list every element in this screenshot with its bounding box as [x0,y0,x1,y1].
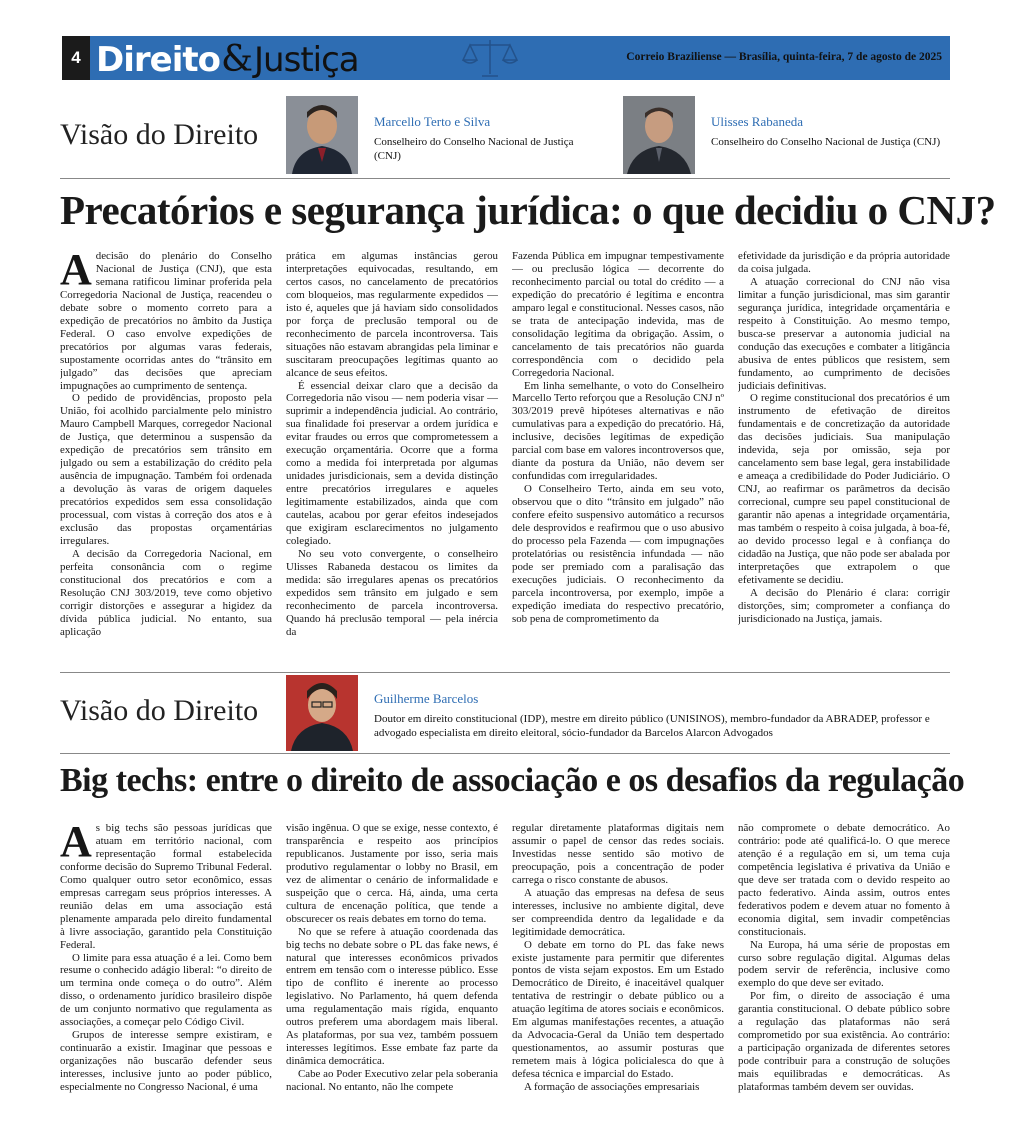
paragraph: A decisão da Corregedoria Nacional, em perfeita consonância com o regime constitucional dos precatórios e com a Resolução CNJ 303/2019, teve como objetivo corrigir distorções e assegurar a higidez da dívida pública judicial. No entanto, sua aplicação [60,547,272,638]
section-label: Visão do Direito [60,118,259,151]
author-photo [286,96,358,174]
author-role: Conselheiro do Conselho Nacional de Justiça (CNJ) [711,136,941,148]
paragraph: Grupos de interesse sempre existiram, e continuarão a existir. Imaginar que pessoas e organizações não buscarão defender seus interesses, inclusive junto ao poder público, especialmente no Congresso Nacional, é uma [60,1029,272,1094]
paragraph: No seu voto convergente, o conselheiro Ulisses Rabaneda destacou os limites da medida: são irregulares apenas os precatórios expedidos sem trânsito em julgado e sem reconhecimento de parcela incontroversa. Quando há preclusão temporal — pela inércia da [286,547,498,638]
paragraph: prática em algumas instâncias gerou interpretações equivocadas, resultando, em certos casos, no cancelamento de precatórios com bloqueios, mas regularmente expedidos — isto é, aqueles que já haviam sido consolidados por força de preclusão temporal ou de reconhecimento de parcela incontroversa. Tais situações não estavam abrangidas pela liminar e suscitaram preocupações legítimas quanto ao alcance de seus efeitos. [286,250,498,379]
headline: Precatórios e segurança jurídica: o que decidiu o CNJ? [60,187,996,233]
author-photo [623,96,695,174]
dropcap: A [60,822,92,866]
paragraph: efetividade da jurisdição e da própria autoridade da coisa julgada. [738,250,950,275]
paragraph: O limite para essa atuação é a lei. Como bem resume o conhecido adágio liberal: “o direito de um termina onde começa o do outro”. Além disso, o ordenamento jurídico brasileiro dispõe de um conjunto normativo que regulamenta as associações, a começar pelo Código Civil. [60,951,272,1029]
paragraph: regular diretamente plataformas digitais nem assumir o papel de censor das redes sociais. Investidas nesse sentido são motivo de preocupação, pois a concentração de poder carrega o risco constante de abusos. [512,822,724,886]
paragraph: O Conselheiro Terto, ainda em seu voto, observou que o dito “trânsito em julgado” não confere efeito suspensivo automático a recursos dele desprovidos e reafirmou que o uso abusivo do processo pela Fazenda — com impugnações protelatórias ou resistência infundada — não pode ser premiado com a paralisação das execuções judiciais. O reconhecimento da parcela incontroversa, por exemplo, impõe a expedição imediata do respectivo precatório, sob pena de comprometimento da [512,483,724,625]
text-column [286,822,498,1146]
paragraph: A formação de associações empresariais [524,1081,700,1094]
author-role: Doutor em direito constitucional (IDP), mestre em direito público (UNISINOS), membro-fundador da ABRADEP, professor e advogado especialista em direito eleitoral, sócio-fundador da Barcelos Alarcon Advogados [374,713,930,739]
divider [60,753,950,754]
author-portrait-icon [286,675,358,751]
paragraph: A atuação das empresas na defesa de seus interesses, inclusive no ambiente digital, deve ser compreendida dentro da legalidade e da legitimidade democrática. [512,886,724,938]
text-column [286,250,498,662]
paragraph: A decisão do Plenário é clara: corrigir distorções, sim; comprometer a confiança do jurisdicionado na Justiça, jamais. [738,586,950,625]
text-column [512,822,724,1146]
scales-of-justice-icon [458,36,522,80]
paragraph: Na Europa, há uma série de propostas em curso sobre regulação digital. Algumas delas podem servir de referência, inclusive como exemplo do que deve ser evitado. [738,938,950,990]
paragraph: Em linha semelhante, o voto do Conselheiro Marcello Terto reforçou que a Resolução CNJ nº 303/2019 prevê hipóteses alternativas e não cumulativas para a expedição do precatório. Há, inclusive, decisões legítimas de expedição parcial com base em valores incontroversos que, diante da postura da União, não devem ser confundidas com irregularidades. [512,379,724,483]
author-card-1 [286,96,594,174]
author-card-2 [623,96,941,174]
divider [60,178,950,179]
logo-word-direito: Direito [96,40,220,80]
paragraph: Adecisão do plenário do Conselho Nacional de Justiça (CNJ), que esta semana ratificou liminar proferida pela Corregedoria Nacional de Justiça, reacendeu o debate sobre o momento correto para a expedição de precatórios no âmbito da Justiça Federal. O caso envolve expedições de precatórios por algumas varas federais, supostamente ocorridas antes do “trânsito em julgado” das decisões que apreciam impugnações ao cumprimento de sentença. [60,250,272,392]
author-portrait-icon [286,96,358,174]
author-card-3 [286,675,934,751]
text-column [512,250,724,662]
paragraph: O pedido de providências, proposto pela União, foi acolhido parcialmente pelo ministro Mauro Campbell Marques, corregedor Nacional de Justiça, que determinou a suspensão da expedição de precatórios sem trânsito em julgado ou sem a estabilização do crédito pela ausência de impugnação. Também foi ordenada a devolução às varas de origem daqueles precatórios expedidos sem essa consolidação processual, com vistas à correção dos atos e à exclusão das propostas orçamentárias irregulares. [60,392,272,547]
paragraph: Fazenda Pública em impugnar tempestivamente — ou preclusão lógica — decorrente do reconhecimento parcial ou total do crédito — a expedição do precatório é legítima e encontra amparo legal e constitucional. Nesses casos, não se trata de antecipação indevida, mas de consolidação legítima da obrigação. Assim, o cancelamento de tais precatórios não guarda correspondência com o decidido pela Corregedoria Nacional. [512,250,724,379]
dateline: Correio Braziliense — Brasília, quinta-feira, 7 de agosto de 2025 [626,51,942,63]
text-column [738,250,950,662]
section-logo [90,36,359,80]
masthead [62,36,950,80]
author-name: Guilherme Barcelos [374,691,479,706]
paragraph: As big techs são pessoas jurídicas que atuam em território nacional, com representação formal estabelecida conforme decisão do Supremo Tribunal Federal. Como qualquer outro setor econômico, essas empresas carregam seus próprios interesses. A reunião delas em uma associação está plenamente amparada pelo direito fundamental à livre associação, garantido pela Constituição Federal. [60,822,272,951]
paragraph: visão ingênua. O que se exige, nesse contexto, é transparência e respeito aos princípios republicanos. Justamente por isso, seria mais produtivo regulamentar o lobby no Brasil, em vez de alimentar o cenário de informalidade e suspeição que o cerca. Há, ainda, uma certa cultura de encenação política, que tende a obscurecer os reais debates em torno do tema. [286,822,498,925]
logo-ampersand: & [220,39,254,80]
paragraph: É essencial deixar claro que a decisão da Corregedoria não visou — nem poderia visar — suprimir a independência judicial. Ao contrário, sua finalidade foi preservar a ordem jurídica e evitar fraudes ou erros que comprometessem a execução orçamentária. Ocorre que a forma como a medida foi interpretada por algumas unidades jurisdicionais, sem a devida distinção entre precatórios irregulares e aqueles legitimamente estabilizados, ainda que com cautelas, acabou por gerar efeitos indesejados que exigiram esclarecimentos no julgamento colegiado. [286,379,498,547]
page-number: 4 [62,36,90,80]
paragraph: O regime constitucional dos precatórios é um instrumento de efetivação de direitos fundamentais e de concretização da autoridade das decisões judiciais. Sua manipulação indevida, seja por omissão, seja por cancelamento sem base legal, gera instabilidade e ameaça a credibilidade do Poder Judiciário. O CNJ, ao reafirmar os parâmetros da decisão correcional, cumpre seu papel constitucional de garantir não apenas a integridade orçamentária, mas também o respeito à coisa julgada, à boa-fé, ao devido processo legal e à confiança do cidadão na Justiça, que não pode ser abalada por interpretações que extrapolem o que efetivamente se decidiu. [738,392,950,586]
text-column [738,822,950,1146]
author-portrait-icon [623,96,695,174]
divider [60,672,950,673]
text-column [60,250,272,662]
paragraph: Por fim, o direito de associação é uma garantia constitucional. O debate público sobre a regulação das plataformas não será comprometido por sua existência. Ao contrário: a participação organizada de diferentes setores pode contribuir para a construção de soluções mais equilibradas e democráticas. As plataformas também devem ser ouvidas. [738,990,950,1094]
text-column [60,822,272,1146]
paragraph: A atuação correcional do CNJ não visa limitar a função jurisdicional, mas sim garantir segurança jurídica, integridade orçamentária e respeito à Constituição. Ao mesmo tempo, busca-se preservar a autonomia judicial na condução das execuções e combater a litigância abusiva de entes públicos que resistem, sem fundamento, ao cumprimento de decisões judiciais definitivas. [738,275,950,392]
paragraph: No que se refere à atuação coordenada das big techs no debate sobre o PL das fake news, é natural que interesses econômicos privados entrem em tensão com o interesse público. Esse tipo de conflito é inerente ao processo legislativo. No Parlamento, há quem defenda uma regulamentação mais rígida, enquanto outros preferem uma abordagem mais liberal. As plataformas, por sua vez, também possuem interesses legítimos. Esse embate faz parte da dinâmica democrática. [286,925,498,1068]
article2-body [60,822,950,1146]
paragraph: O debate em torno do PL das fake news existe justamente para permitir que diferentes pontos de vista sejam expostos. Em um Estado Democrático de Direito, é inaceitável qualquer tentativa de restringir o debate público ou a atuação legítima de atores sociais e econômicos. Em algumas manifestações recentes, a atuação da Advocacia-Geral da União tem despertado questionamentos, ao assumir posturas que remetem mais à lógica policialesca do que à defesa técnica e imparcial do Estado. [512,938,724,1081]
paragraph: não compromete o debate democrático. Ao contrário: pode até qualificá-lo. O que merece atenção é a regulação em si, um tema cuja competência legislativa é privativa da União e que deve ser tratada com o devido respeito ao pacto federativo. Ainda assim, outros entes federativos podem e devem atuar no fomento à economia digital, sem invadir competências constitucionais. [738,822,950,938]
author-photo [286,675,358,751]
dropcap: A [60,250,92,294]
paragraph: Cabe ao Poder Executivo zelar pela soberania nacional. No entanto, não lhe compete [286,1068,498,1094]
author-name: Ulisses Rabaneda [711,114,804,129]
author-name: Marcello Terto e Silva [374,114,491,129]
section-label: Visão do Direito [60,694,259,727]
section-band [90,36,950,80]
author-role: Conselheiro do Conselho Nacional de Justiça (CNJ) [374,136,574,162]
article1-body [60,250,950,662]
headline: Big techs: entre o direito de associação e os desafios da regulação [60,762,965,799]
logo-word-justica: Justiça [254,40,359,80]
